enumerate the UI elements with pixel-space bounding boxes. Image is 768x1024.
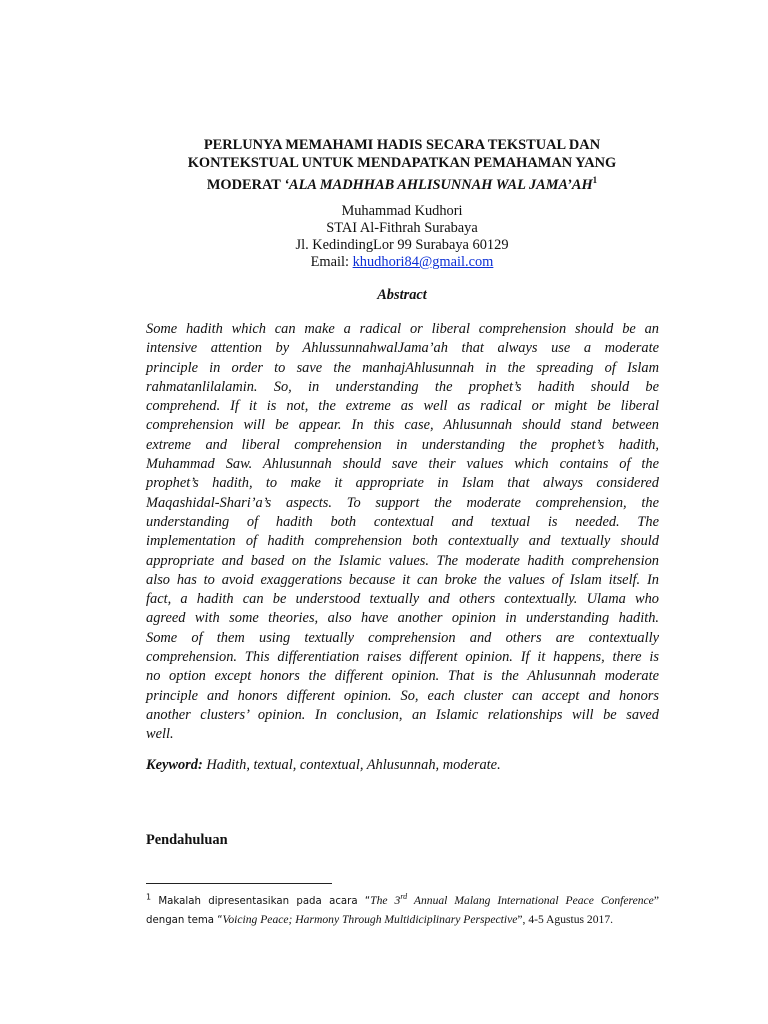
title-line-3-normal: MODERAT [206, 176, 285, 193]
abstract-line: no option except honors the different opinion. That is the Ahlusunnah moderate [146, 668, 659, 685]
footnote-conference-a: The 3 [370, 893, 401, 907]
abstract-line: another clusters’ opinion. In conclusion, an Islamic relationships will be saved [146, 706, 659, 723]
author-email-line [140, 254, 664, 271]
abstract-line: appropriate and based on the Islamic values. The moderate hadith comprehension [146, 552, 659, 569]
abstract-line: comprehension will be appear. In this case, Ahlusunnah should stand between [146, 417, 659, 434]
abstract-line: intensive attention by AhlussunnahwalJama’ah that always use a moderate [146, 340, 659, 357]
footnote-mark: 1 [146, 892, 152, 902]
title-footnote-mark: 1 [592, 175, 598, 185]
author-institution: STAI Al-Fithrah Surabaya [326, 220, 478, 236]
abstract-line: implementation of hadith comprehension both contextually and textually should [146, 533, 659, 550]
abstract-line: fact, a hadith can be understood textually and others contextually. Ulama who [146, 591, 659, 608]
abstract-line: comprehension. This differentiation raises different opinion. If it happens, there is [146, 649, 659, 666]
abstract-line: principle in order to save the manhajAhlusunnah in the spreading of Islam [146, 359, 659, 376]
keyword-text: Hadith, textual, contextual, Ahlusunnah, moderate. [202, 757, 501, 773]
abstract-line: Some hadith which can make a radical or liberal comprehension should be an [146, 321, 659, 337]
paper-title [140, 137, 664, 194]
title-line-3 [140, 172, 664, 194]
footnote-rule [146, 883, 332, 884]
footnote-conference-b: Annual Malang International Peace Conference [407, 893, 654, 907]
abstract-line: understanding of hadith both contextual and textual is needed. The [146, 513, 659, 530]
footnote-line-2 [146, 911, 659, 930]
email-link[interactable]: khudhori84@gmail.com [352, 254, 494, 270]
abstract-line: Maqashidal-Shari’a’s aspects. To support the moderate comprehension, the [146, 494, 659, 511]
author-address: Jl. KedindingLor 99 Surabaya 60129 [295, 237, 509, 253]
abstract-heading: Abstract [377, 287, 427, 303]
title-line-2: KONTEKSTUAL UNTUK MENDAPATKAN PEMAHAMAN YANG [187, 154, 617, 171]
footnote-text-b: dengan tema “ [146, 914, 223, 926]
keyword-line [146, 757, 659, 774]
keyword-label: Keyword: [146, 757, 203, 773]
email-label: Email: [310, 254, 353, 270]
footnote [146, 888, 659, 930]
abstract-line: extreme and liberal comprehension in understanding the prophet’s hadith, [146, 436, 659, 453]
abstract-line: well. [146, 726, 174, 743]
abstract-body [146, 320, 659, 745]
footnote-date: ”, 4-5 Agustus 2017. [517, 912, 614, 926]
abstract-line: principle and honors different opinion. So, each cluster can accept and honors [146, 687, 659, 704]
section-heading: Pendahuluan [146, 832, 228, 848]
footnote-quote-close: ” [653, 893, 659, 907]
abstract-line: Muhammad Saw. Ahlusunnah should save their values which contains of the [146, 456, 659, 473]
footnote-line-1 [146, 888, 659, 911]
abstract-line: prophet’s hadith, to make it appropriate in Islam that always considered [146, 475, 659, 492]
author-block [140, 203, 664, 271]
footnote-theme: Voicing Peace; Harmony Through Multidiciplinary Perspective [222, 912, 518, 926]
footnote-text-a: Makalah dipresentasikan pada acara “ [151, 895, 371, 907]
title-line-3-italic: ‘ALA MADHHAB AHLISUNNAH WAL JAMA’AH [284, 176, 593, 193]
abstract-line: rahmatanlilalamin. So, in understanding the prophet’s hadith should be [146, 378, 659, 395]
abstract-line: comprehend. If it is not, the extreme as well as radical or might be liberal [146, 398, 659, 415]
abstract-line: also has to avoid exaggerations because it can broke the values of Islam itself. In [146, 571, 659, 588]
footnote-conference-sup: rd [400, 892, 408, 901]
author-name: Muhammad Kudhori [341, 203, 463, 219]
abstract-line: Some of them using textually comprehension and others are contextually [146, 629, 659, 646]
title-line-1: PERLUNYA MEMAHAMI HADIS SECARA TEKSTUAL DAN [203, 137, 601, 153]
abstract-line: agreed with some theories, also have another opinion in understanding hadith. [146, 610, 659, 627]
